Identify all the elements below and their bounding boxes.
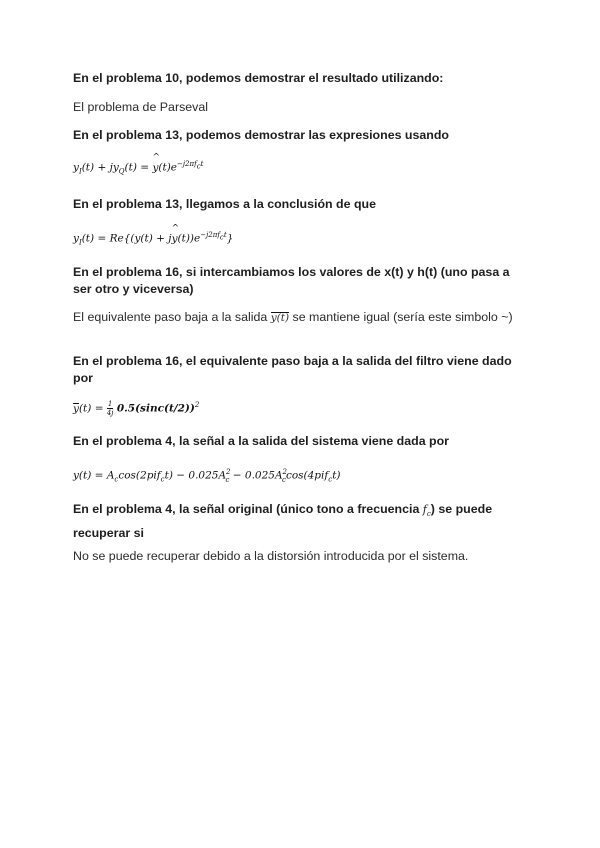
equation-lowpass-output: y(t) = $\frac{1}{4j}$ $0.5(\sin c(t/2))^2$ bbox=[73, 400, 200, 417]
question-problem-4-recover: En el problema 4, la señal original (único tono a frecuencia $f_c$) se puede recuperar si bbox=[73, 502, 493, 541]
question-problem-16-swap: En el problema 16, si intercambiamos los valores de x(t) y h(t) (uno pasa a ser otro y viceversa) bbox=[73, 265, 510, 296]
equation-real-part: $y_I(t) = Re\{(y(t)$ + j^ $y(t))e^{-j2\pi f_ct}$} bbox=[73, 231, 543, 247]
question-problem-16-filter: En el problema 16, el equivalente paso baja a la salida del filtro viene dado por bbox=[73, 354, 512, 385]
question-problem-10: En el problema 10, podemos demostrar el resultado utilizando: bbox=[73, 71, 444, 85]
answer-problem-10: El problema de Parseval bbox=[73, 100, 208, 114]
y-hat-symbol: ^ y bbox=[152, 162, 158, 174]
fraction-one-over-4j: $\frac{1}{4j}$ bbox=[106, 400, 114, 417]
answer-problem-4-recover: No se puede recuperar debido a la distorsión introducida por el sistema. bbox=[73, 549, 469, 563]
answer-problem-16-swap: El equivalente paso baja a la salida y(t) se mantiene igual (sería este simbolo ~) bbox=[73, 310, 513, 324]
equation-complex-envelope: $y_I(t) + jy_Q(t)$ = ^ $y(t)e^{-j2\pi f_ct}$ bbox=[73, 160, 543, 176]
question-problem-13-conclusion: En el problema 13, llegamos a la conclusión de que bbox=[73, 197, 376, 211]
y-bar-symbol: y(t) bbox=[270, 312, 290, 324]
question-problem-13-expressions: En el problema 13, podemos demostrar las expresiones usando bbox=[73, 128, 449, 142]
equation-system-output: $y(t) = A_c\cos(2pif_ct) - 0.025A^2_c - 0.025A^2_c\cos(4pif_ct)$ bbox=[73, 468, 341, 484]
y-hat-symbol: ^ y bbox=[172, 233, 178, 245]
question-problem-4-output: En el problema 4, la señal a la salida del sistema viene dada por bbox=[73, 434, 450, 448]
fc-symbol: $f_c$ bbox=[422, 503, 431, 519]
